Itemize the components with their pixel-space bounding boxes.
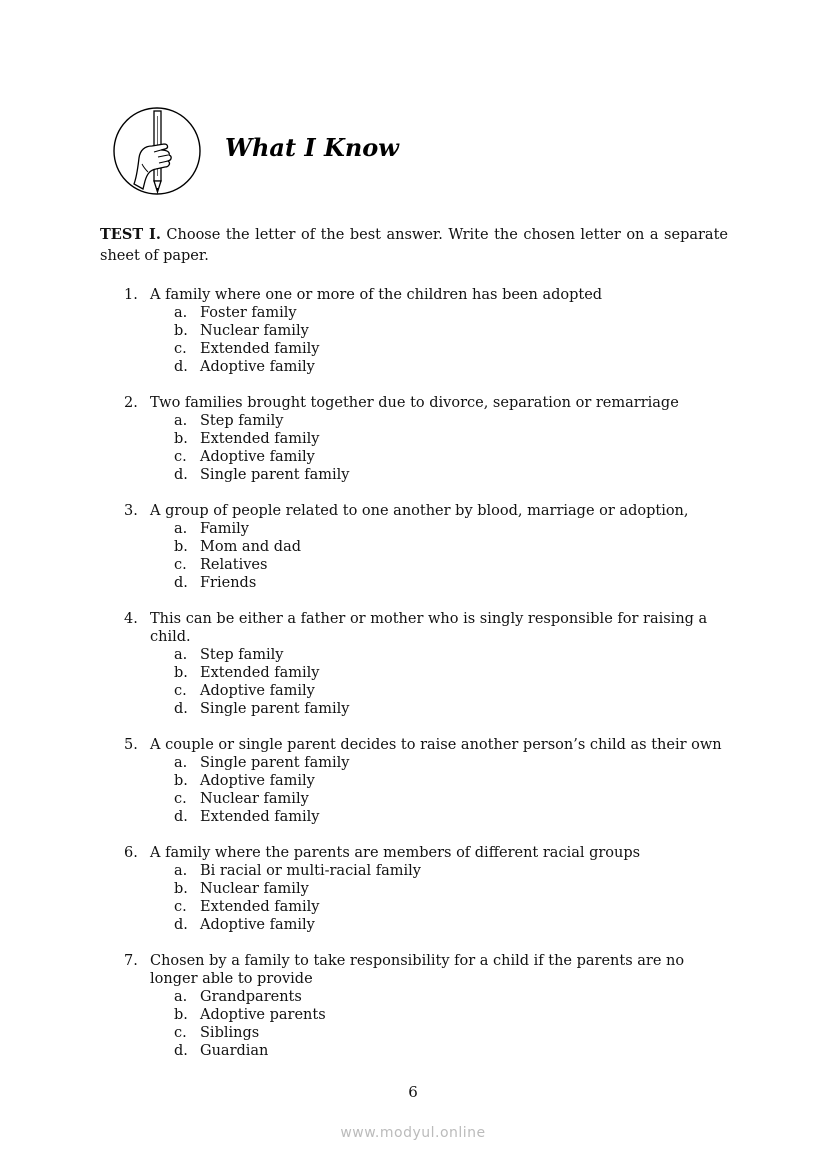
question-list: [100, 286, 728, 1078]
answer-choice: [174, 700, 728, 718]
choice-label: Nuclear family: [200, 791, 309, 807]
choice-label: Foster family: [200, 305, 297, 321]
choice-letter: d.: [174, 359, 188, 375]
question-number: 5.: [124, 737, 138, 753]
choice-letter: b.: [174, 323, 188, 339]
answer-choice: [174, 538, 728, 556]
question-item: [100, 394, 728, 484]
choice-label: Bi racial or multi-racial family: [200, 863, 421, 879]
answer-choice: [174, 772, 728, 790]
choice-list: [174, 988, 728, 1060]
question-number: 7.: [124, 953, 138, 969]
answer-choice: [174, 664, 728, 682]
choice-letter: d.: [174, 917, 188, 933]
choice-letter: a.: [174, 863, 188, 879]
choice-label: Relatives: [200, 557, 268, 573]
question-text: A family where the parents are members of different racial groups: [150, 845, 641, 861]
choice-label: Friends: [200, 575, 257, 591]
answer-choice: [174, 412, 728, 430]
choice-label: Adoptive family: [200, 449, 315, 465]
choice-letter: b.: [174, 881, 188, 897]
choice-label: Guardian: [200, 1043, 269, 1059]
choice-letter: d.: [174, 1043, 188, 1059]
instructions-text: Choose the letter of the best answer. Write the chosen letter on a separate sheet of paper.: [100, 227, 728, 264]
question-text: Chosen by a family to take responsibility for a child if the parents are no longer able to provide: [150, 953, 685, 987]
page-number: 6: [408, 1083, 418, 1101]
choice-label: Step family: [200, 647, 284, 663]
choice-label: Nuclear family: [200, 881, 309, 897]
choice-label: Adoptive family: [200, 683, 315, 699]
choice-label: Extended family: [200, 341, 320, 357]
question-text: A group of people related to one another by blood, marriage or adoption,: [150, 503, 689, 519]
choice-letter: b.: [174, 539, 188, 555]
question-number: 2.: [124, 395, 138, 411]
choice-letter: b.: [174, 773, 188, 789]
question-text: A couple or single parent decides to raise another person’s child as their own: [150, 737, 722, 753]
choice-letter: a.: [174, 647, 188, 663]
test-instructions: [100, 224, 728, 267]
choice-letter: c.: [174, 449, 187, 465]
choice-label: Extended family: [200, 431, 320, 447]
choice-letter: c.: [174, 1025, 187, 1041]
choice-label: Adoptive family: [200, 773, 315, 789]
choice-label: Single parent family: [200, 701, 350, 717]
answer-choice: [174, 556, 728, 574]
answer-choice: [174, 448, 728, 466]
answer-choice: [174, 898, 728, 916]
answer-choice: [174, 754, 728, 772]
choice-letter: a.: [174, 989, 188, 1005]
question-item: [100, 610, 728, 718]
watermark: www.modyul.online: [340, 1125, 486, 1141]
question-item: [100, 952, 728, 1060]
choice-letter: b.: [174, 665, 188, 681]
answer-choice: [174, 1024, 728, 1042]
choice-label: Adoptive parents: [200, 1007, 326, 1023]
choice-label: Single parent family: [200, 467, 350, 483]
answer-choice: [174, 988, 728, 1006]
question-number: 4.: [124, 611, 138, 627]
answer-choice: [174, 358, 728, 376]
choice-letter: d.: [174, 467, 188, 483]
choice-letter: c.: [174, 683, 187, 699]
answer-choice: [174, 916, 728, 934]
choice-label: Siblings: [200, 1025, 260, 1041]
choice-list: [174, 862, 728, 934]
choice-label: Adoptive family: [200, 917, 315, 933]
answer-choice: [174, 646, 728, 664]
answer-choice: [174, 862, 728, 880]
hand-holding-pencil-icon: [112, 106, 202, 196]
question-text: Two families brought together due to divorce, separation or remarriage: [150, 395, 679, 411]
question-item: [100, 286, 728, 376]
choice-letter: d.: [174, 809, 188, 825]
choice-letter: c.: [174, 899, 187, 915]
choice-label: Nuclear family: [200, 323, 309, 339]
choice-label: Family: [200, 521, 249, 537]
page-title: What I Know: [225, 133, 399, 162]
choice-letter: a.: [174, 755, 188, 771]
test-label: TEST I.: [100, 226, 161, 243]
choice-letter: a.: [174, 413, 188, 429]
choice-list: [174, 412, 728, 484]
choice-label: Single parent family: [200, 755, 350, 771]
question-number: 6.: [124, 845, 138, 861]
choice-label: Extended family: [200, 899, 320, 915]
choice-label: Adoptive family: [200, 359, 315, 375]
choice-list: [174, 646, 728, 718]
choice-letter: a.: [174, 521, 188, 537]
answer-choice: [174, 880, 728, 898]
answer-choice: [174, 304, 728, 322]
choice-letter: d.: [174, 701, 188, 717]
choice-letter: c.: [174, 791, 187, 807]
answer-choice: [174, 574, 728, 592]
answer-choice: [174, 466, 728, 484]
choice-label: Step family: [200, 413, 284, 429]
answer-choice: [174, 808, 728, 826]
choice-letter: d.: [174, 575, 188, 591]
choice-label: Mom and dad: [200, 539, 302, 555]
question-item: [100, 502, 728, 592]
question-item: [100, 844, 728, 934]
question-item: [100, 736, 728, 826]
question-number: 3.: [124, 503, 138, 519]
choice-list: [174, 304, 728, 376]
answer-choice: [174, 322, 728, 340]
choice-letter: a.: [174, 305, 188, 321]
answer-choice: [174, 340, 728, 358]
answer-choice: [174, 520, 728, 538]
choice-letter: c.: [174, 557, 187, 573]
choice-letter: c.: [174, 341, 187, 357]
choice-label: Extended family: [200, 665, 320, 681]
question-number: 1.: [124, 287, 138, 303]
answer-choice: [174, 682, 728, 700]
answer-choice: [174, 1006, 728, 1024]
choice-letter: b.: [174, 1007, 188, 1023]
answer-choice: [174, 790, 728, 808]
choice-label: Extended family: [200, 809, 320, 825]
choice-list: [174, 520, 728, 592]
choice-label: Grandparents: [200, 989, 302, 1005]
answer-choice: [174, 430, 728, 448]
question-text: This can be either a father or mother who is singly responsible for raising a child.: [150, 611, 708, 645]
question-text: A family where one or more of the children has been adopted: [150, 287, 603, 303]
choice-list: [174, 754, 728, 826]
answer-choice: [174, 1042, 728, 1060]
choice-letter: b.: [174, 431, 188, 447]
